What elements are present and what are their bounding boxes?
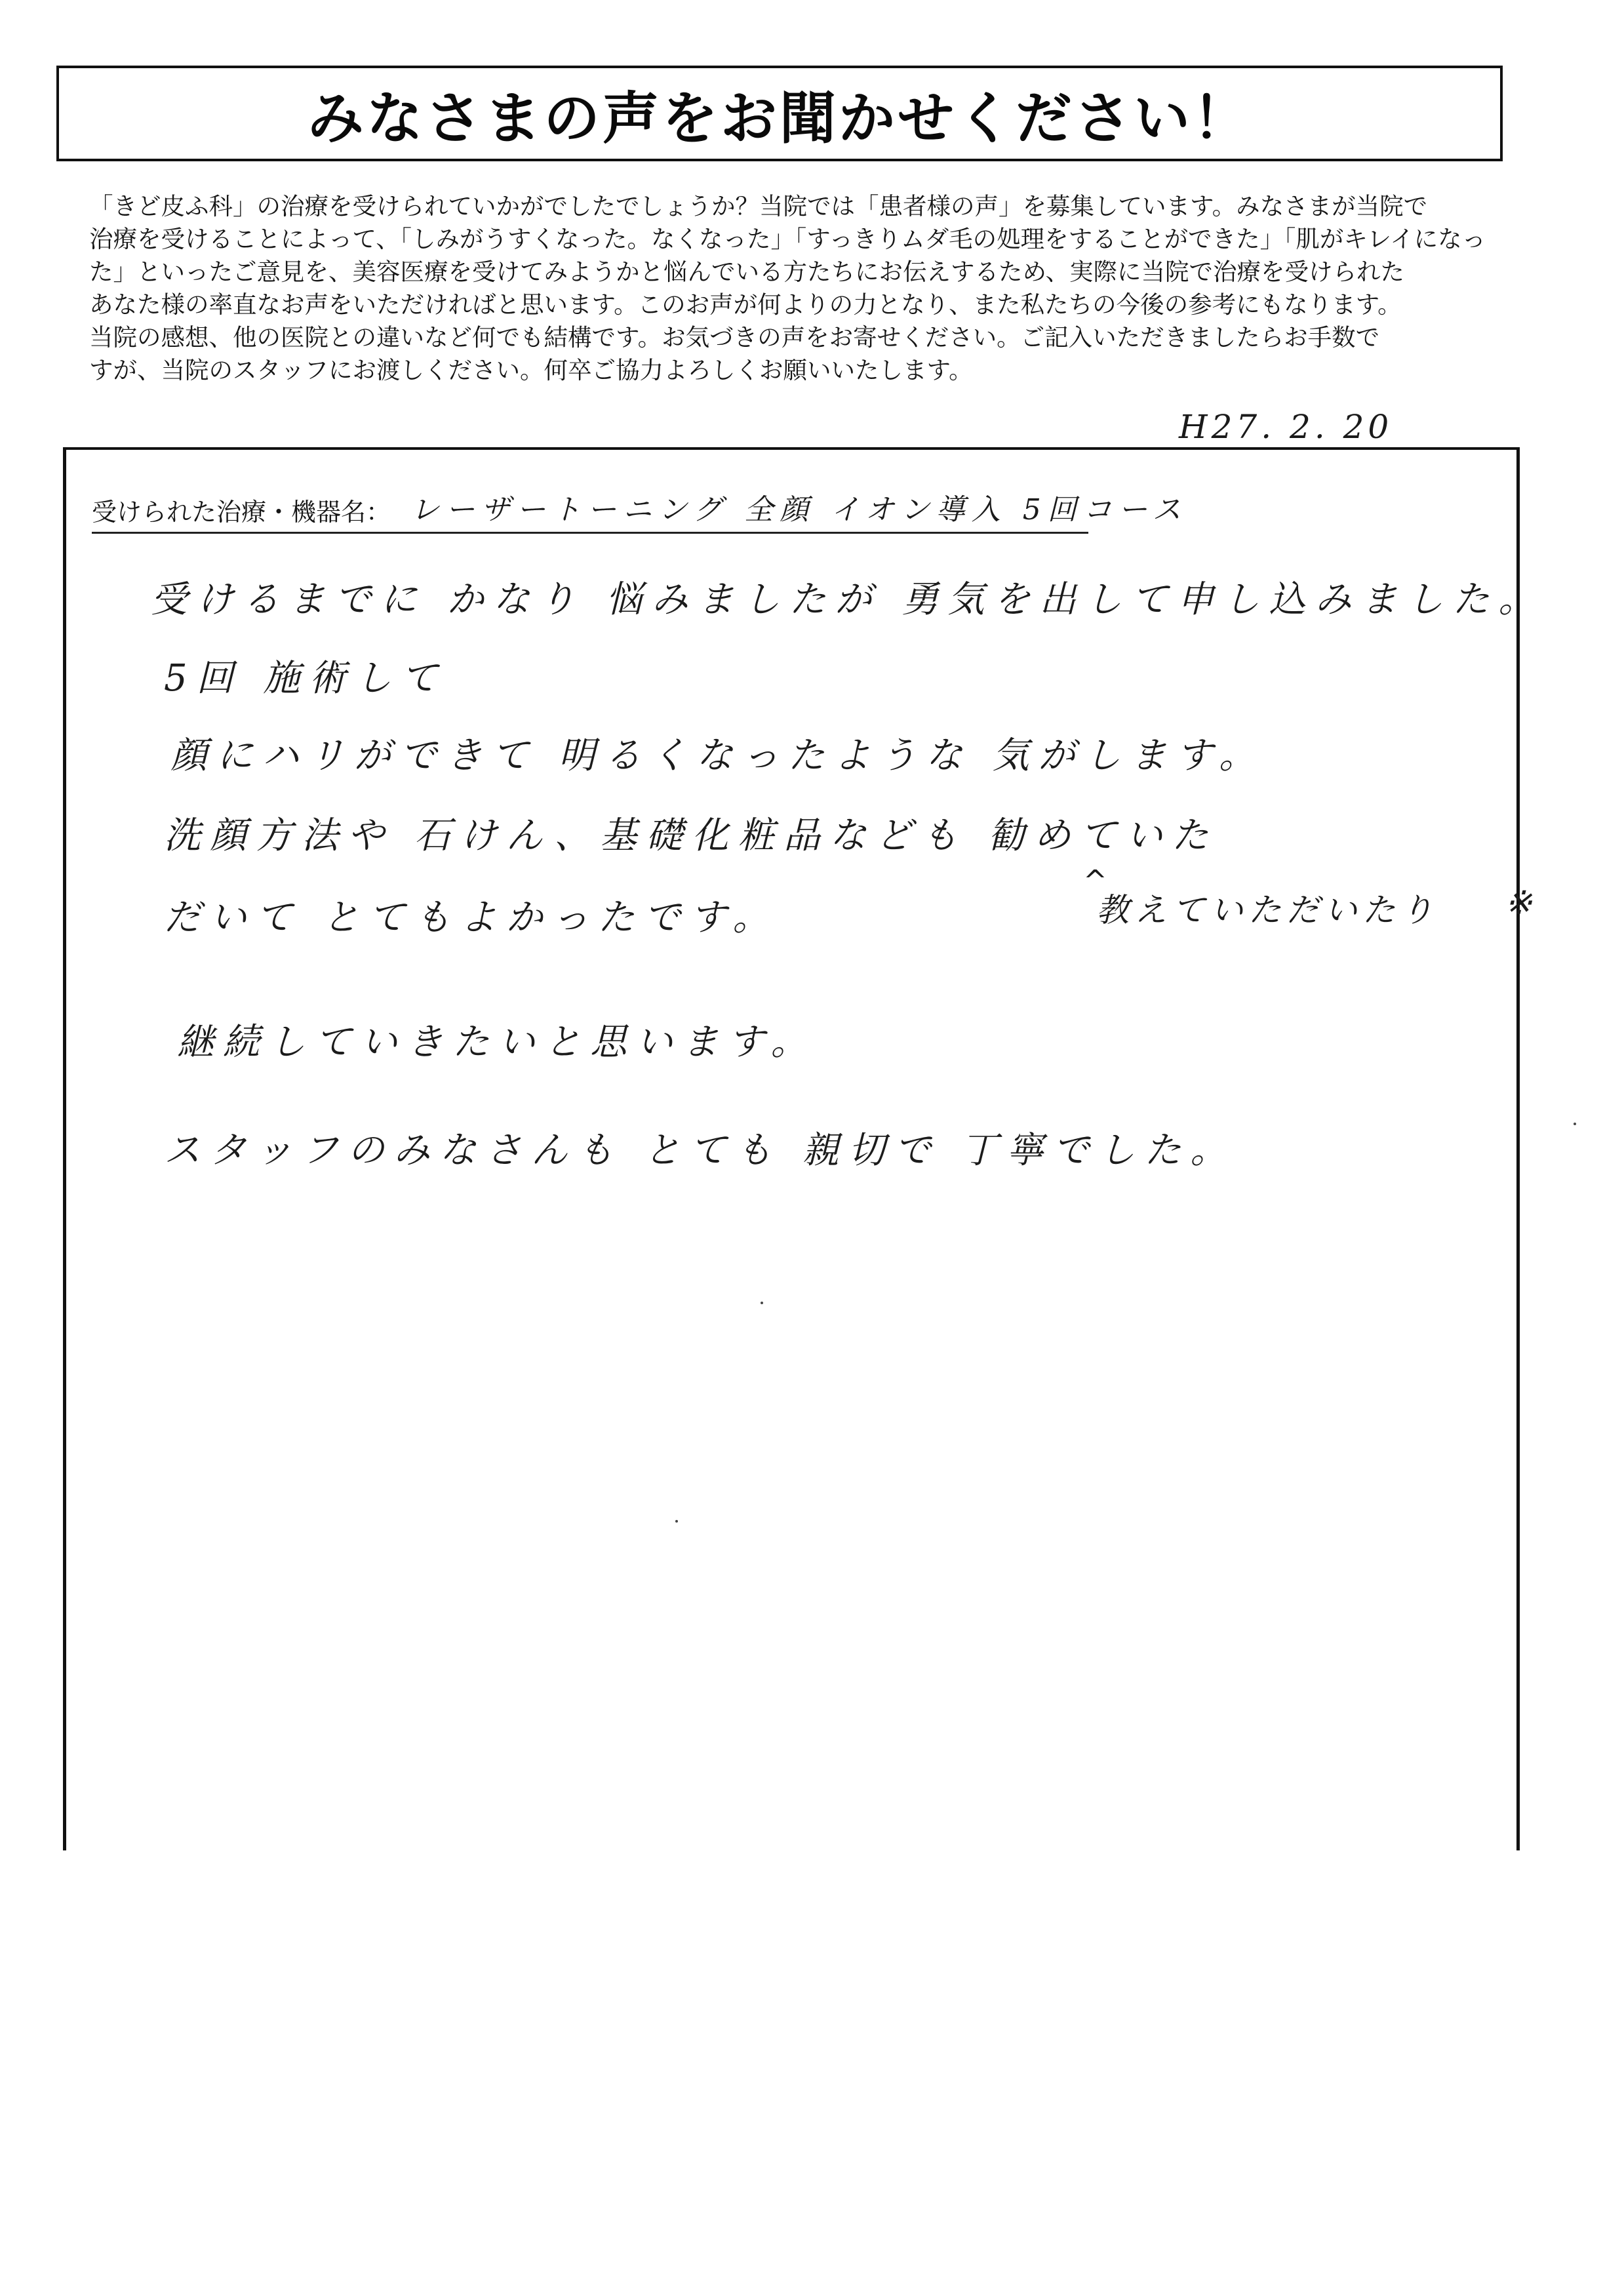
- comment-line-5: だいて とてもよかったです。: [164, 896, 779, 939]
- intro-line: 当院の感想、他の医院との違いなど何でも結構です。お気づきの声をお寄せください。ご記入いただきましたらお手数で: [89, 323, 1380, 351]
- page-title: みなさまの声をお聞かせください！: [307, 86, 1252, 151]
- intro-paragraph: [89, 190, 1492, 387]
- intro-line: すが、当院のスタッフにお渡しください。何卒ご協力よろしくお願いいたします。: [89, 356, 973, 384]
- comment-line-1: 受けるまでに かなり 悩みましたが 勇気を出して申し込みました。: [151, 578, 1545, 621]
- comment-insertion: 教えていただいたり: [1096, 891, 1438, 929]
- treatment-field: [92, 485, 1188, 534]
- treatment-label: 受けられた治療・機器名：: [92, 498, 391, 527]
- intro-line: 「きど皮ふ科」の治療を受けられていかがでしたでしょうか？当院では「患者様の声」を募集しています。みなさまが当院で: [89, 192, 1428, 220]
- comment-line-3: 顔にハリができて 明るくなったような 気がします。: [170, 734, 1265, 777]
- scan-speck: [761, 1302, 763, 1304]
- treatment-value: レーザートーニング 全顔 イオン導入 5回コース: [410, 493, 1188, 527]
- insertion-mark: ※: [1505, 884, 1532, 922]
- comment-line-6: 継続していきたいと思います。: [177, 1021, 817, 1064]
- insertion-caret: ^: [1083, 864, 1107, 898]
- scan-speck: [675, 1520, 678, 1523]
- title-box: [56, 66, 1503, 161]
- comment-line-4: 洗顔方法や 石けん、基礎化粧品なども 勧めていた: [164, 814, 1218, 857]
- scan-speck: [1574, 1123, 1576, 1125]
- comment-line-2: 5回 施術して: [164, 657, 447, 700]
- handwritten-date: H27. 2. 20: [1179, 408, 1393, 446]
- intro-line: あなた様の率直なお声をいただければと思います。このお声が何よりの力となり、また私たちの今後の参考にもなります。: [89, 290, 1402, 319]
- comment-line-7: スタッフのみなさんも とても 親切で 丁寧でした。: [164, 1129, 1237, 1172]
- intro-line: 治療を受けることによって、「しみがうすくなった。なくなった」「すっきりムダ毛の処理をすることができた」「肌がキレイになっ: [89, 225, 1486, 253]
- intro-line: た」といったご意見を、美容医療を受けてみようかと悩んでいる方たちにお伝えするため、実際に当院で治療を受けられた: [89, 258, 1405, 286]
